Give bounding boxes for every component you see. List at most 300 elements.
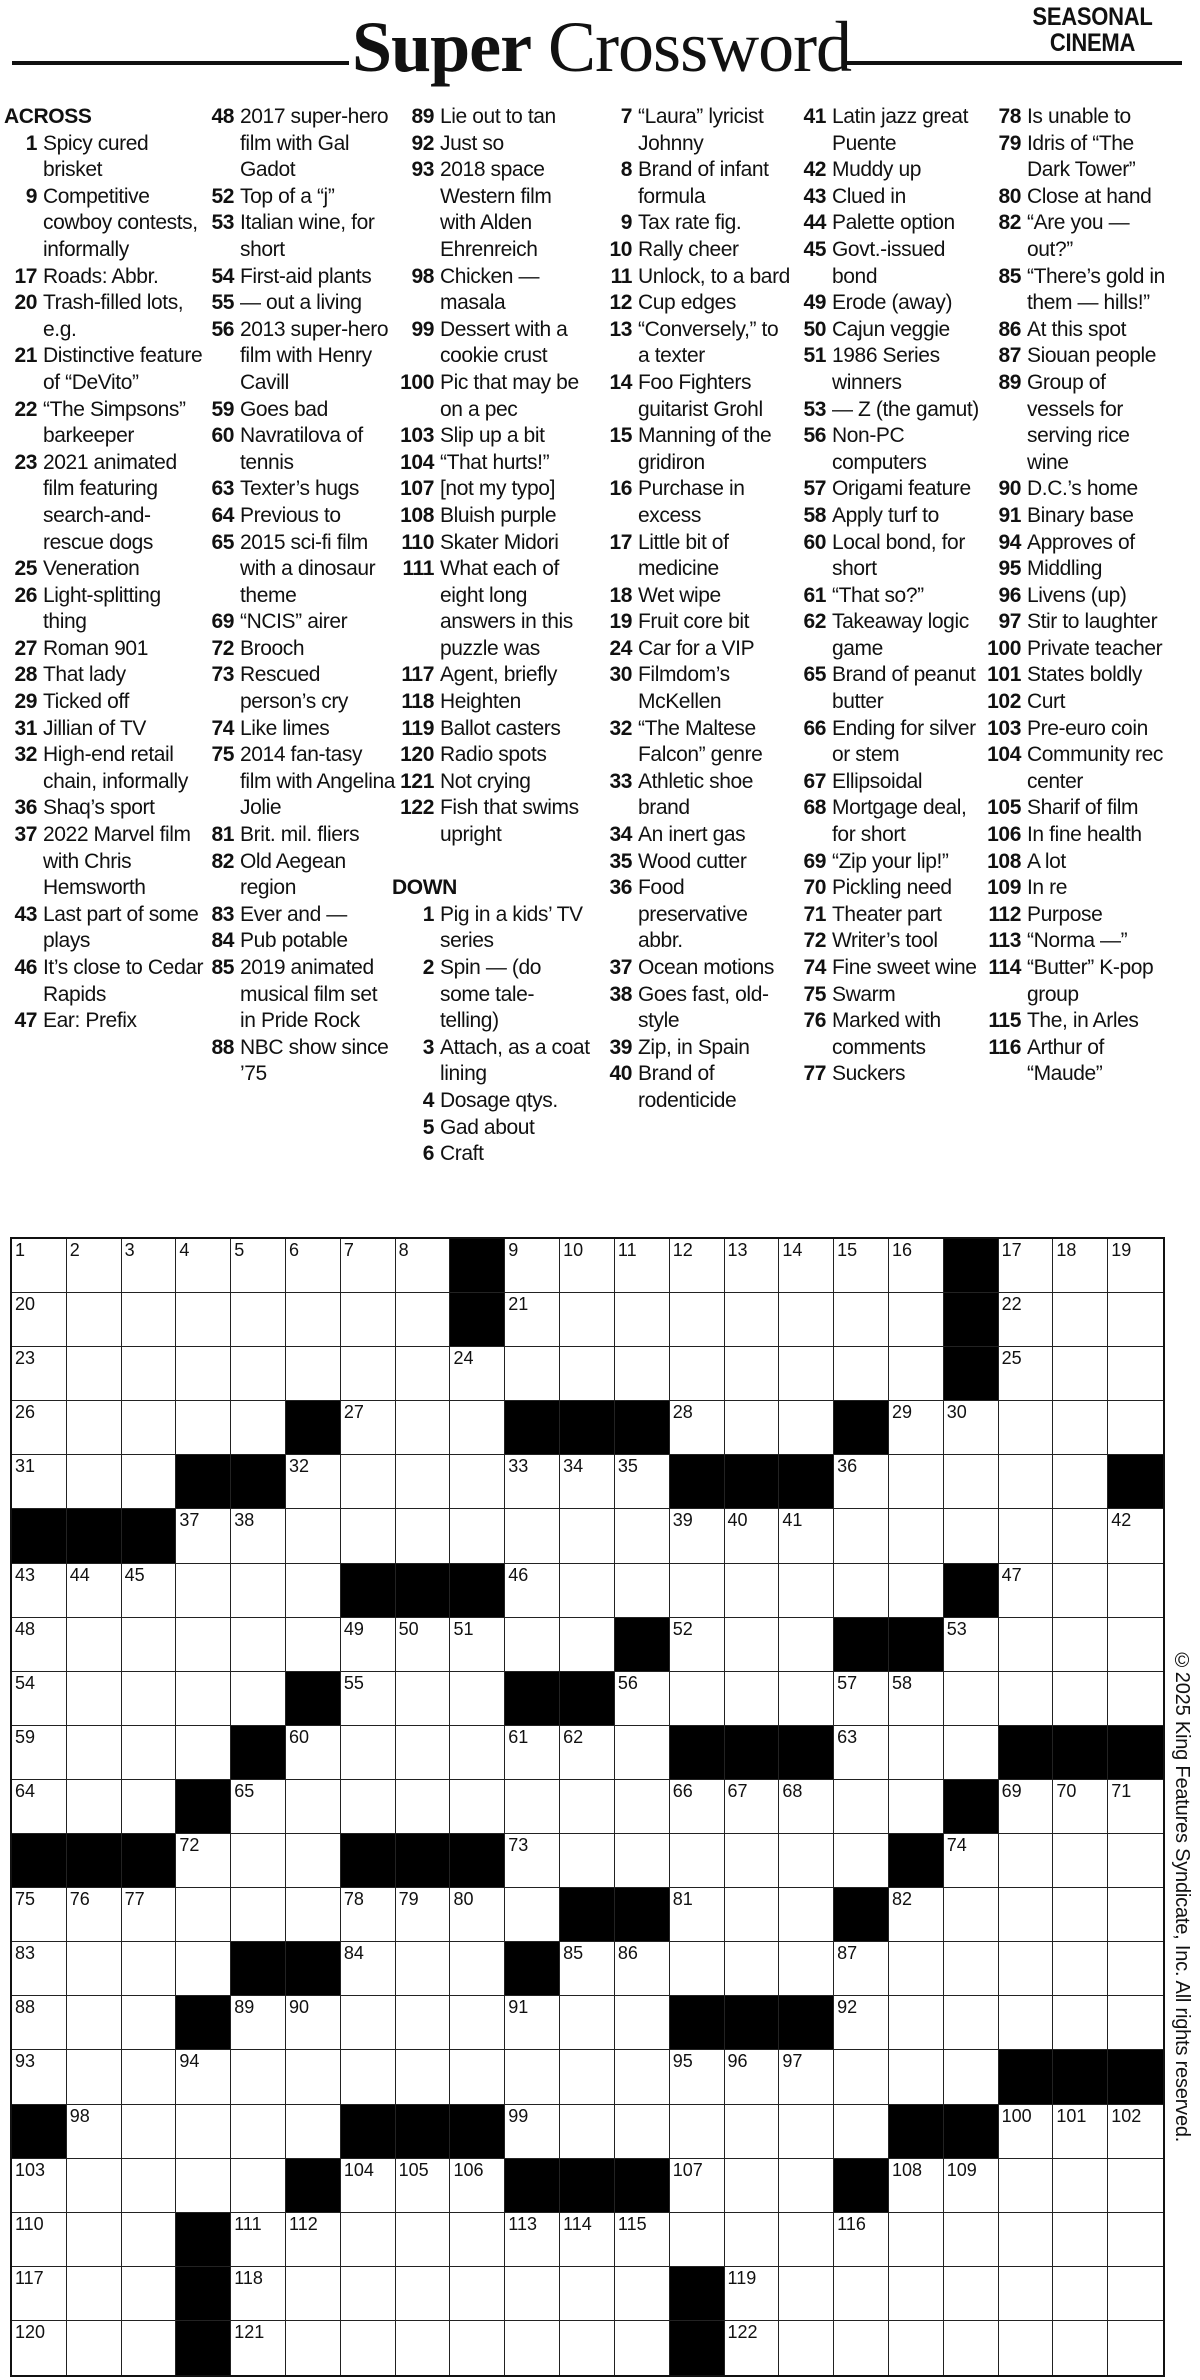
grid-cell[interactable] (505, 1996, 560, 2050)
grid-cell[interactable] (122, 1996, 177, 2050)
across-clue[interactable] (392, 689, 592, 716)
grid-cell[interactable] (1053, 1672, 1108, 1726)
grid-cell[interactable] (560, 1239, 615, 1293)
grid-cell[interactable] (779, 1509, 834, 1563)
grid-cell[interactable] (396, 1888, 451, 1942)
grid-cell[interactable] (944, 1455, 999, 1509)
grid-cell[interactable] (889, 2213, 944, 2267)
grid-cell[interactable] (286, 2321, 341, 2375)
across-clue[interactable] (198, 716, 398, 743)
grid-cell[interactable] (67, 2267, 122, 2321)
grid-cell[interactable] (12, 1293, 67, 1347)
down-clue[interactable] (975, 556, 1175, 583)
down-clue[interactable] (790, 902, 990, 929)
down-clue[interactable] (790, 1061, 990, 1088)
grid-cell[interactable] (396, 2321, 451, 2375)
across-clue[interactable] (4, 450, 204, 556)
grid-cell[interactable] (999, 2159, 1054, 2213)
grid-cell[interactable] (670, 1942, 725, 1996)
grid-cell[interactable] (999, 1618, 1054, 1672)
grid-cell[interactable] (889, 1726, 944, 1780)
grid-cell[interactable] (1053, 2213, 1108, 2267)
grid-cell[interactable] (1053, 1455, 1108, 1509)
grid-cell[interactable] (889, 2159, 944, 2213)
grid-cell[interactable] (1108, 2213, 1163, 2267)
grid-cell[interactable] (670, 1347, 725, 1401)
down-clue[interactable] (975, 184, 1175, 211)
grid-cell[interactable] (1108, 1509, 1163, 1563)
grid-cell[interactable] (396, 2213, 451, 2267)
down-clue[interactable] (592, 1061, 792, 1114)
down-clue[interactable] (790, 875, 990, 902)
across-clue[interactable] (4, 662, 204, 689)
grid-cell[interactable] (615, 1996, 670, 2050)
across-clue[interactable] (392, 370, 592, 423)
across-clue[interactable] (198, 397, 398, 424)
grid-cell[interactable] (67, 1672, 122, 1726)
grid-cell[interactable] (615, 1509, 670, 1563)
grid-cell[interactable] (231, 1888, 286, 1942)
grid-cell[interactable] (670, 1564, 725, 1618)
grid-cell[interactable] (12, 2213, 67, 2267)
down-clue[interactable] (975, 716, 1175, 743)
across-clue[interactable] (198, 636, 398, 663)
grid-cell[interactable] (341, 1780, 396, 1834)
down-clue[interactable] (592, 769, 792, 822)
grid-cell[interactable] (1108, 1888, 1163, 1942)
down-clue[interactable] (592, 822, 792, 849)
grid-cell[interactable] (615, 1239, 670, 1293)
grid-cell[interactable] (396, 2050, 451, 2104)
grid-cell[interactable] (560, 1347, 615, 1401)
grid-cell[interactable] (231, 2213, 286, 2267)
grid-cell[interactable] (286, 1780, 341, 1834)
down-clue[interactable] (790, 662, 990, 715)
grid-cell[interactable] (834, 1780, 889, 1834)
grid-cell[interactable] (67, 1239, 122, 1293)
grid-cell[interactable] (286, 1888, 341, 1942)
grid-cell[interactable] (779, 1780, 834, 1834)
down-clue[interactable] (392, 1088, 592, 1115)
grid-cell[interactable] (450, 1618, 505, 1672)
down-clue[interactable] (975, 104, 1175, 131)
grid-cell[interactable] (779, 2159, 834, 2213)
grid-cell[interactable] (615, 1455, 670, 1509)
across-clue[interactable] (4, 397, 204, 450)
down-clue[interactable] (592, 1035, 792, 1062)
across-clue[interactable] (198, 662, 398, 715)
grid-cell[interactable] (834, 2213, 889, 2267)
down-clue[interactable] (790, 583, 990, 610)
grid-cell[interactable] (944, 2267, 999, 2321)
down-clue[interactable] (975, 1008, 1175, 1035)
grid-cell[interactable] (286, 1996, 341, 2050)
grid-cell[interactable] (505, 1618, 560, 1672)
down-clue[interactable] (790, 795, 990, 848)
grid-cell[interactable] (725, 2267, 780, 2321)
across-clue[interactable] (392, 503, 592, 530)
across-clue[interactable] (392, 662, 592, 689)
down-clue[interactable] (392, 955, 592, 1035)
down-clue[interactable] (790, 397, 990, 424)
grid-cell[interactable] (12, 2159, 67, 2213)
grid-cell[interactable] (67, 2050, 122, 2104)
grid-cell[interactable] (779, 1293, 834, 1347)
grid-cell[interactable] (725, 1239, 780, 1293)
grid-cell[interactable] (889, 2050, 944, 2104)
down-clue[interactable] (975, 343, 1175, 370)
down-clue[interactable] (975, 849, 1175, 876)
down-clue[interactable] (975, 210, 1175, 263)
grid-cell[interactable] (67, 1293, 122, 1347)
grid-cell[interactable] (1053, 1942, 1108, 1996)
grid-cell[interactable] (1053, 2321, 1108, 2375)
grid-cell[interactable] (834, 1672, 889, 1726)
down-clue[interactable] (592, 875, 792, 955)
down-clue[interactable] (975, 370, 1175, 476)
grid-cell[interactable] (450, 1509, 505, 1563)
grid-cell[interactable] (999, 1942, 1054, 1996)
grid-cell[interactable] (176, 1672, 231, 1726)
grid-cell[interactable] (1108, 2159, 1163, 2213)
down-clue[interactable] (975, 636, 1175, 663)
down-clue[interactable] (975, 742, 1175, 795)
down-clue[interactable] (392, 902, 592, 955)
grid-cell[interactable] (999, 2105, 1054, 2159)
down-clue[interactable] (975, 955, 1175, 1008)
grid-cell[interactable] (12, 1780, 67, 1834)
grid-cell[interactable] (615, 2105, 670, 2159)
grid-cell[interactable] (560, 1780, 615, 1834)
down-clue[interactable] (790, 928, 990, 955)
grid-cell[interactable] (450, 2050, 505, 2104)
grid-cell[interactable] (834, 2321, 889, 2375)
grid-cell[interactable] (615, 2321, 670, 2375)
across-clue[interactable] (198, 955, 398, 1035)
grid-cell[interactable] (67, 1888, 122, 1942)
grid-cell[interactable] (834, 1293, 889, 1347)
grid-cell[interactable] (12, 1996, 67, 2050)
grid-cell[interactable] (341, 1509, 396, 1563)
grid-cell[interactable] (1053, 2267, 1108, 2321)
grid-cell[interactable] (1108, 1564, 1163, 1618)
grid-cell[interactable] (560, 1509, 615, 1563)
across-clue[interactable] (198, 184, 398, 211)
grid-cell[interactable] (12, 1347, 67, 1401)
grid-cell[interactable] (615, 1942, 670, 1996)
grid-cell[interactable] (12, 1726, 67, 1780)
grid-cell[interactable] (725, 2105, 780, 2159)
grid-cell[interactable] (341, 1293, 396, 1347)
across-clue[interactable] (198, 210, 398, 263)
grid-cell[interactable] (341, 1996, 396, 2050)
down-clue[interactable] (975, 822, 1175, 849)
grid-cell[interactable] (341, 2159, 396, 2213)
grid-cell[interactable] (999, 1347, 1054, 1401)
grid-cell[interactable] (505, 1455, 560, 1509)
across-clue[interactable] (198, 476, 398, 503)
grid-cell[interactable] (1053, 1509, 1108, 1563)
grid-cell[interactable] (231, 1996, 286, 2050)
grid-cell[interactable] (231, 1347, 286, 1401)
down-clue[interactable] (790, 237, 990, 290)
grid-cell[interactable] (67, 1618, 122, 1672)
across-clue[interactable] (4, 131, 204, 184)
grid-cell[interactable] (1053, 2105, 1108, 2159)
grid-cell[interactable] (505, 1726, 560, 1780)
grid-cell[interactable] (176, 1942, 231, 1996)
across-clue[interactable] (4, 290, 204, 343)
grid-cell[interactable] (670, 2050, 725, 2104)
grid-cell[interactable] (834, 1942, 889, 1996)
grid-cell[interactable] (122, 1293, 177, 1347)
grid-cell[interactable] (725, 1888, 780, 1942)
across-clue[interactable] (392, 157, 592, 263)
grid-cell[interactable] (396, 2159, 451, 2213)
grid-cell[interactable] (615, 1726, 670, 1780)
grid-cell[interactable] (176, 1401, 231, 1455)
across-clue[interactable] (392, 131, 592, 158)
grid-cell[interactable] (999, 1455, 1054, 1509)
grid-cell[interactable] (670, 2105, 725, 2159)
across-clue[interactable] (392, 742, 592, 769)
grid-cell[interactable] (396, 2267, 451, 2321)
grid-cell[interactable] (1108, 2267, 1163, 2321)
grid-cell[interactable] (889, 1780, 944, 1834)
down-clue[interactable] (790, 104, 990, 157)
grid-cell[interactable] (560, 1564, 615, 1618)
grid-cell[interactable] (560, 1996, 615, 2050)
grid-cell[interactable] (725, 2213, 780, 2267)
down-clue[interactable] (790, 769, 990, 796)
down-clue[interactable] (975, 902, 1175, 929)
grid-cell[interactable] (725, 1618, 780, 1672)
grid-cell[interactable] (231, 2267, 286, 2321)
across-clue[interactable] (4, 795, 204, 822)
grid-cell[interactable] (122, 1564, 177, 1618)
across-clue[interactable] (392, 317, 592, 370)
grid-cell[interactable] (560, 2321, 615, 2375)
down-clue[interactable] (975, 317, 1175, 344)
grid-cell[interactable] (560, 1293, 615, 1347)
grid-cell[interactable] (1108, 1401, 1163, 1455)
grid-cell[interactable] (341, 1401, 396, 1455)
grid-cell[interactable] (834, 1509, 889, 1563)
grid-cell[interactable] (999, 1888, 1054, 1942)
grid-cell[interactable] (834, 1996, 889, 2050)
grid-cell[interactable] (889, 1455, 944, 1509)
down-clue[interactable] (592, 662, 792, 715)
grid-cell[interactable] (231, 2321, 286, 2375)
grid-cell[interactable] (725, 1564, 780, 1618)
grid-cell[interactable] (1053, 1293, 1108, 1347)
grid-cell[interactable] (12, 1401, 67, 1455)
across-clue[interactable] (4, 689, 204, 716)
across-clue[interactable] (4, 636, 204, 663)
down-clue[interactable] (392, 1035, 592, 1088)
grid-cell[interactable] (396, 1239, 451, 1293)
down-clue[interactable] (975, 795, 1175, 822)
grid-cell[interactable] (286, 2213, 341, 2267)
grid-cell[interactable] (450, 1942, 505, 1996)
grid-cell[interactable] (999, 2267, 1054, 2321)
grid-cell[interactable] (615, 2050, 670, 2104)
across-clue[interactable] (392, 530, 592, 557)
across-clue[interactable] (392, 423, 592, 450)
grid-cell[interactable] (341, 2050, 396, 2104)
down-clue[interactable] (592, 264, 792, 291)
across-clue[interactable] (198, 104, 398, 184)
grid-cell[interactable] (122, 2267, 177, 2321)
grid-cell[interactable] (560, 1834, 615, 1888)
grid-cell[interactable] (1108, 2321, 1163, 2375)
down-clue[interactable] (592, 530, 792, 583)
grid-cell[interactable] (999, 1834, 1054, 1888)
across-clue[interactable] (198, 902, 398, 929)
down-clue[interactable] (790, 530, 990, 583)
grid-cell[interactable] (341, 1942, 396, 1996)
grid-cell[interactable] (12, 1672, 67, 1726)
grid-cell[interactable] (889, 1942, 944, 1996)
across-clue[interactable] (4, 184, 204, 264)
grid-cell[interactable] (450, 1455, 505, 1509)
grid-cell[interactable] (670, 1618, 725, 1672)
grid-cell[interactable] (505, 1564, 560, 1618)
down-clue[interactable] (592, 476, 792, 529)
down-clue[interactable] (592, 609, 792, 636)
grid-cell[interactable] (944, 1672, 999, 1726)
grid-cell[interactable] (725, 1401, 780, 1455)
grid-cell[interactable] (176, 2050, 231, 2104)
grid-cell[interactable] (505, 1888, 560, 1942)
grid-cell[interactable] (779, 1618, 834, 1672)
grid-cell[interactable] (944, 1618, 999, 1672)
grid-cell[interactable] (889, 1239, 944, 1293)
across-clue[interactable] (392, 716, 592, 743)
across-clue[interactable] (392, 450, 592, 477)
down-clue[interactable] (790, 1008, 990, 1061)
grid-cell[interactable] (889, 1672, 944, 1726)
grid-cell[interactable] (1053, 1564, 1108, 1618)
grid-cell[interactable] (12, 1618, 67, 1672)
grid-cell[interactable] (231, 1780, 286, 1834)
grid-cell[interactable] (176, 1239, 231, 1293)
grid-cell[interactable] (286, 1293, 341, 1347)
grid-cell[interactable] (779, 2213, 834, 2267)
grid-cell[interactable] (231, 1618, 286, 1672)
grid-cell[interactable] (341, 1347, 396, 1401)
grid-cell[interactable] (560, 1726, 615, 1780)
grid-cell[interactable] (779, 1401, 834, 1455)
grid-cell[interactable] (122, 1618, 177, 1672)
grid-cell[interactable] (450, 1347, 505, 1401)
grid-cell[interactable] (12, 1942, 67, 1996)
across-clue[interactable] (4, 264, 204, 291)
grid-cell[interactable] (12, 2267, 67, 2321)
down-clue[interactable] (592, 982, 792, 1035)
grid-cell[interactable] (670, 2159, 725, 2213)
down-clue[interactable] (975, 131, 1175, 184)
grid-cell[interactable] (122, 1347, 177, 1401)
across-clue[interactable] (4, 742, 204, 795)
grid-cell[interactable] (834, 1455, 889, 1509)
grid-cell[interactable] (396, 1726, 451, 1780)
down-clue[interactable] (790, 609, 990, 662)
grid-cell[interactable] (341, 2267, 396, 2321)
grid-cell[interactable] (779, 1347, 834, 1401)
grid-cell[interactable] (889, 1293, 944, 1347)
grid-cell[interactable] (670, 1888, 725, 1942)
across-clue[interactable] (392, 104, 592, 131)
across-clue[interactable] (198, 849, 398, 902)
grid-cell[interactable] (67, 1401, 122, 1455)
grid-cell[interactable] (231, 1239, 286, 1293)
grid-cell[interactable] (341, 1455, 396, 1509)
grid-cell[interactable] (505, 2267, 560, 2321)
grid-cell[interactable] (560, 2105, 615, 2159)
across-clue[interactable] (4, 556, 204, 583)
grid-cell[interactable] (176, 1726, 231, 1780)
across-clue[interactable] (392, 769, 592, 796)
grid-cell[interactable] (122, 1672, 177, 1726)
grid-cell[interactable] (944, 1509, 999, 1563)
grid-cell[interactable] (834, 2267, 889, 2321)
down-clue[interactable] (592, 104, 792, 157)
across-clue[interactable] (198, 928, 398, 955)
down-clue[interactable] (975, 503, 1175, 530)
across-clue[interactable] (4, 1008, 204, 1035)
down-clue[interactable] (975, 928, 1175, 955)
grid-cell[interactable] (944, 1726, 999, 1780)
grid-cell[interactable] (944, 2159, 999, 2213)
grid-cell[interactable] (67, 2105, 122, 2159)
grid-cell[interactable] (176, 1293, 231, 1347)
across-clue[interactable] (4, 822, 204, 902)
down-clue[interactable] (592, 210, 792, 237)
grid-cell[interactable] (396, 1780, 451, 1834)
down-clue[interactable] (392, 1141, 592, 1168)
down-clue[interactable] (790, 503, 990, 530)
grid-cell[interactable] (450, 1780, 505, 1834)
grid-cell[interactable] (286, 1347, 341, 1401)
grid-cell[interactable] (231, 1509, 286, 1563)
grid-cell[interactable] (450, 1888, 505, 1942)
grid-cell[interactable] (725, 1347, 780, 1401)
grid-cell[interactable] (286, 1726, 341, 1780)
down-clue[interactable] (592, 583, 792, 610)
grid-cell[interactable] (779, 1672, 834, 1726)
grid-cell[interactable] (779, 1239, 834, 1293)
grid-cell[interactable] (1053, 1888, 1108, 1942)
grid-cell[interactable] (122, 2213, 177, 2267)
grid-cell[interactable] (286, 1834, 341, 1888)
down-clue[interactable] (975, 530, 1175, 557)
grid-cell[interactable] (779, 2267, 834, 2321)
grid-cell[interactable] (615, 1834, 670, 1888)
grid-cell[interactable] (999, 1780, 1054, 1834)
grid-cell[interactable] (725, 1780, 780, 1834)
grid-cell[interactable] (615, 1672, 670, 1726)
grid-cell[interactable] (1108, 2105, 1163, 2159)
grid-cell[interactable] (231, 2050, 286, 2104)
grid-cell[interactable] (396, 1942, 451, 1996)
grid-cell[interactable] (122, 2105, 177, 2159)
grid-cell[interactable] (670, 1239, 725, 1293)
grid-cell[interactable] (944, 1888, 999, 1942)
grid-cell[interactable] (450, 1401, 505, 1455)
grid-cell[interactable] (396, 1672, 451, 1726)
grid-cell[interactable] (505, 1780, 560, 1834)
